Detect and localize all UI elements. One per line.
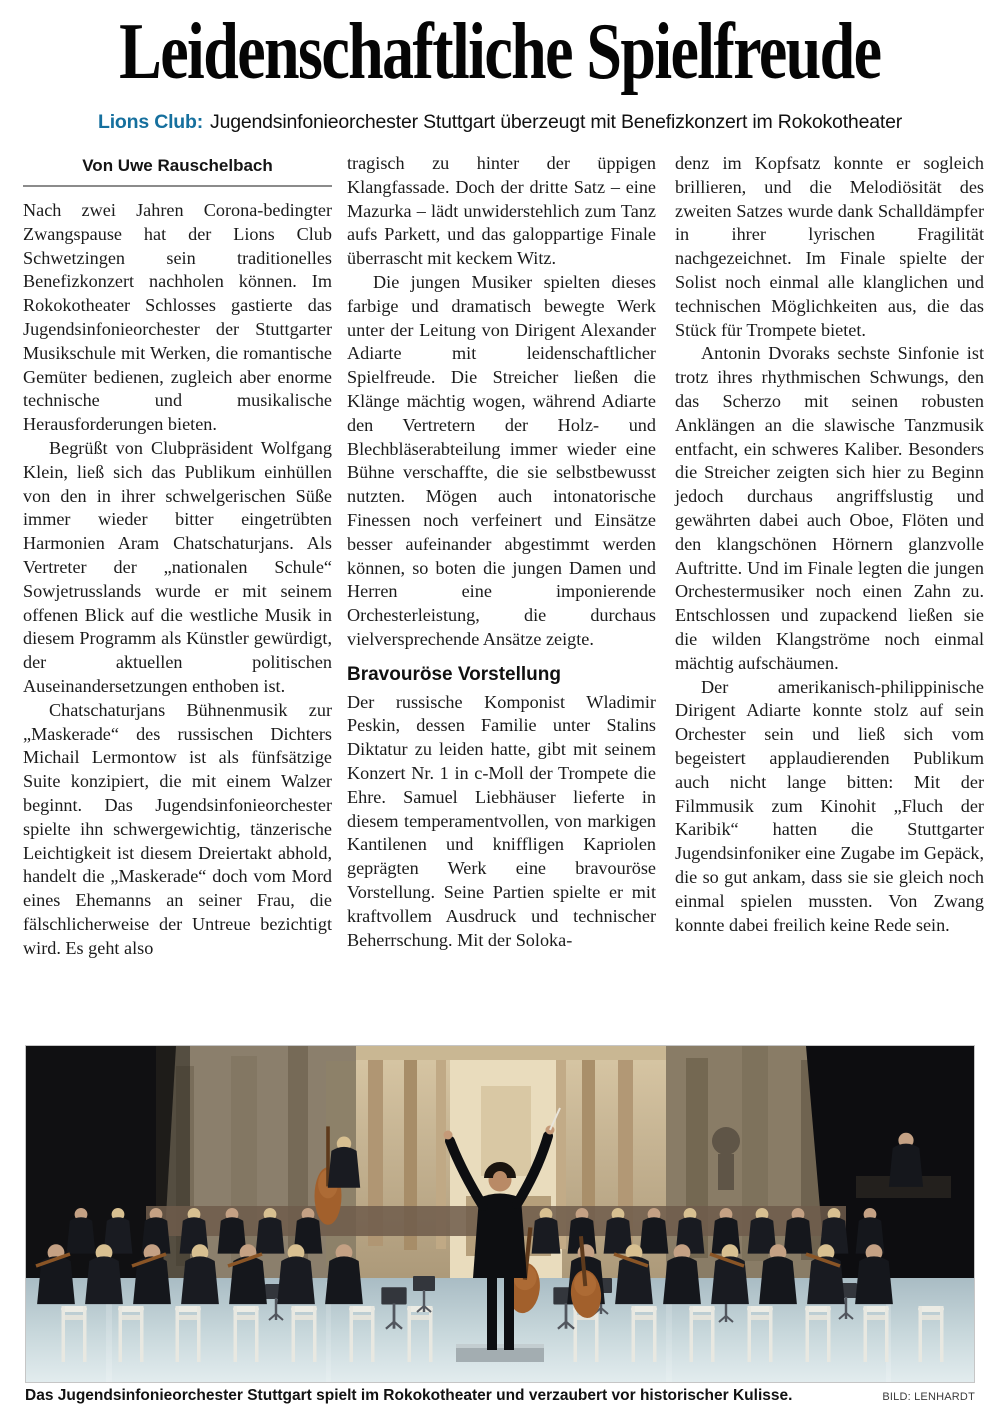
photo-caption: Das Jugendsinfonieorchester Stuttgart spielt im Rokokotheater und verzaubert vor historischer Kulisse. (25, 1387, 793, 1404)
kicker-label: Lions Club: (97, 111, 204, 133)
paragraph: Chatschaturjans Bühnenmusik zur „Maskerade“ des russischen Dichters Michail Lermontow ist als fünfsätzige Suite konzipiert, die mit einem Walzer beginnt. Das Jugendsinfonieorchester spielte ihn schwergewichtig, tänzerische Leichtigkeit ist diesem Dreiertakt abhold, handelt die „Maskerade“ doch vom Mord eines Ehemanns an seiner Frau, die fälschlicherweise der Untreue bezichtigt wird. Es geht also (23, 699, 332, 958)
paragraph: Der amerikanisch-philippinische Dirigent Adiarte konnte stolz auf sein Orchester sein und ließ sich vom begeistert applaudierenden Publikum auch nicht lange bitten: Mit der Filmmusik zum Kinohit „Fluch der Karibik“ hatten die Stuttgarter Jugendsinfoniker eine Zugabe im Gepäck, die so gut ankam, dass sie sie gleich noch einmal spielen mussten. Von Zwang konnte dabei freilich keine Rede sein. (675, 676, 984, 935)
paragraph: denz im Kopfsatz konnte er sogleich brillieren, und die Melodiösität des zweiten Satzes wurde dank Schalldämpfer in ihrer lyrischen Fragilität nachgezeichnet. Im Finale spielte der Solist noch einmal alle klanglichen und technischen Möglichkeiten aus, die das Stück für Trompete bietet. (675, 153, 984, 340)
orchestra-photo-illustration (26, 1046, 974, 1382)
paragraph: Antonin Dvoraks sechste Sinfonie ist trotz ihres rhythmischen Schwungs, den das Scherzo mit seinen robusten Anklängen an die slawische Tanzmusik entfacht, ein schweres Kaliber. Besonders die Streicher zeigten sich hier zu Beginn jedoch durchaus angriffslustig und gewährten dabei auch Oboe, Flöten und den klangschönen Hörnern glanzvolle Auftritte. Und im Finale legten die jungen Orchestermusiker noch einen Zahn zu. Entschlossen und zupackend ließen sie die wilden Klangströme noch einmal mächtig aufschäumen. (675, 343, 984, 673)
column-1 (23, 199, 332, 961)
paragraph: Begrüßt von Clubpräsident Wolfgang Klein, ließ sich das Publikum einhüllen von den in ihrer schwelgerischen Süße immer wieder bitter eingetrübten Harmonien Aram Chatschaturjans. Als Vertreter der „nationalen Schule“ Sowjetrusslands wurde er mit seinem offenen Blick auf die westliche Musik in diesem Programm als Künstler gewürdigt, der aktuellen politischen Auseinandersetzungen enthoben ist. (23, 437, 332, 696)
byline: Von Uwe Rauschelbach (82, 156, 273, 175)
column-2 (347, 152, 656, 952)
page-title: Leidenschaftliche Spielfreude (119, 8, 881, 96)
orchestra-photo (25, 1045, 975, 1383)
photo-credit: BILD: LENHARDT (882, 1391, 975, 1403)
subhead: Bravouröse Vorstellung (347, 663, 561, 685)
paragraph: tragisch zu hinter der üppigen Klangfassade. Doch der dritte Satz – eine Mazurka – lädt unwiderstehlich zum Tanz aufs Parkett, und das galoppartige Finale überrascht mit keckem Witz. (347, 153, 656, 269)
byline-rule (23, 185, 332, 187)
paragraph: Die jungen Musiker spielten dieses farbige und dramatisch bewegte Werk unter der Leitung von Dirigent Alexander Adiarte mit leidenschaftlicher Spielfreude. Die Streicher ließen die Klänge mächtig wogen, während Adiarte den Vertretern der Holz- und Blechbläserabteilung immer wieder eine Bühne verschaffte, die sie selbstbewusst nutzten. Mögen auch intonatorische Finessen noch verfeinert und Einsätze besser aufeinander abgestimmt werden können, so boten die jungen Damen und Herren eine imponierende Orchesterleistung, die durchaus vielversprechende Ansätze zeigte. (347, 271, 656, 649)
kicker (0, 111, 1000, 134)
paragraph: Nach zwei Jahren Corona-bedingter Zwangspause hat der Lions Club Schwetzingen sein traditionelles Benefizkonzert nachholen können. Im Rokokotheater Schlosses gastierte das Jugendsinfonieorchester der Stuttgarter Musikschule mit Werken, die romantische Gemüter bedienen, zugleich aber enorme technische und musikalische Herausforderungen bieten. (23, 200, 332, 435)
photo-caption-row (25, 1387, 975, 1405)
kicker-text: Jugendsinfonieorchester Stuttgart überzeugt mit Benefizkonzert im Rokokotheater (210, 111, 903, 133)
headline-wrap (0, 8, 1000, 96)
column-3 (675, 152, 984, 937)
paragraph: Der russische Komponist Wladimir Peskin, dessen Familie unter Stalins Diktatur zu leiden hatte, gibt mit seinem Konzert Nr. 1 in c-Moll der Trompete die Ehre. Samuel Liebhäuser lieferte in diesem temperamentvollen, von markigen Kantilenen und kniffligen Kapriolen geprägten Werk eine bravouröse Vorstellung. Seine Partien spielte er mit kraftvollem Ausdruck und technischer Beherrschung. Mit der Soloka- (347, 691, 656, 950)
byline-block (23, 156, 332, 187)
